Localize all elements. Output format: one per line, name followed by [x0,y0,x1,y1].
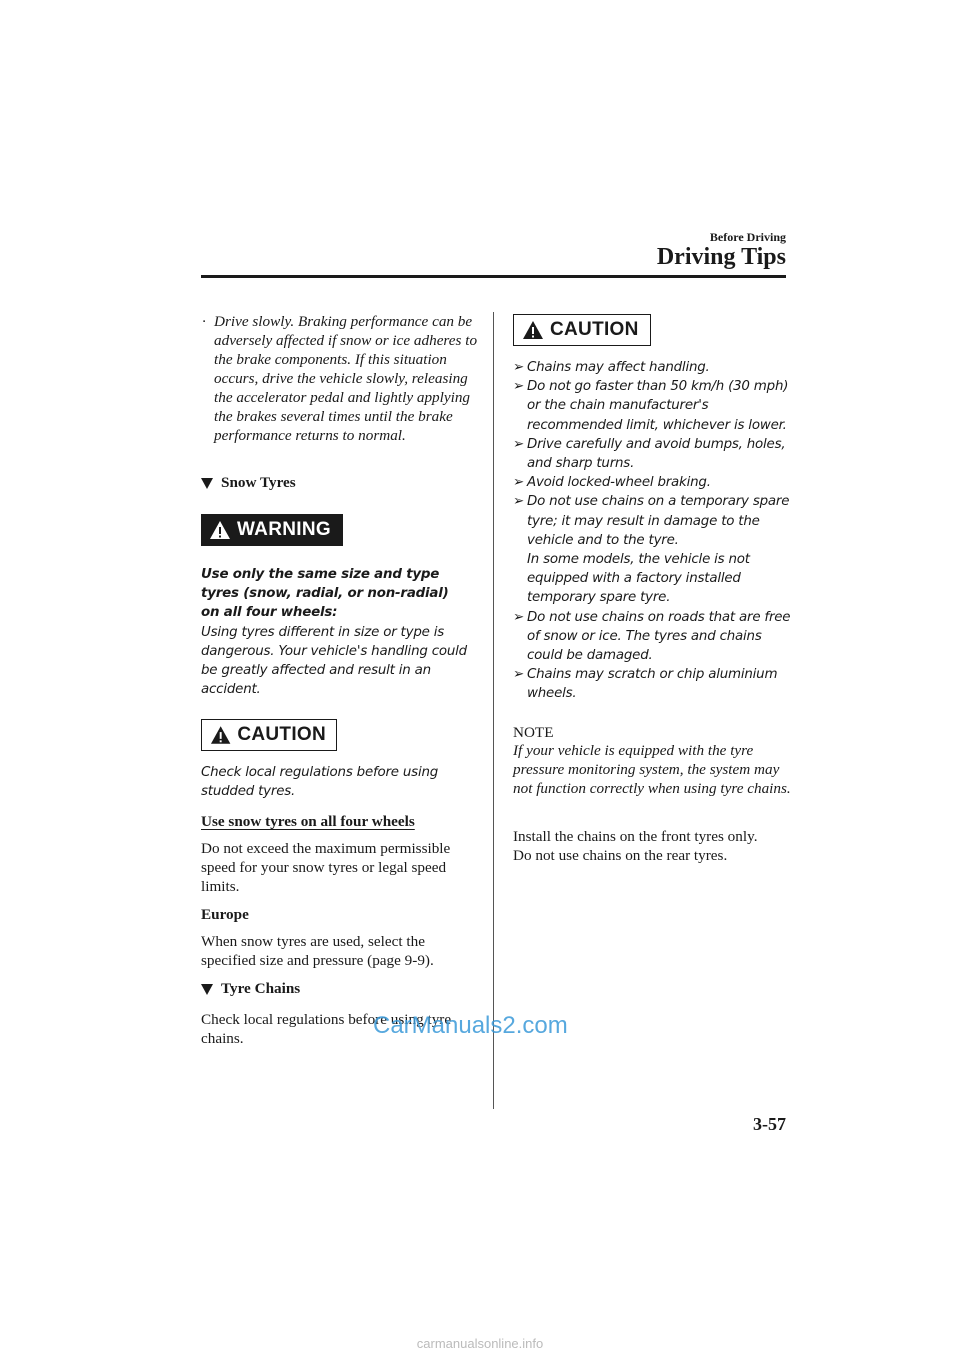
caution-item: ➢ Do not use chains on a temporary spare tyre; it may result in damage to the vehicle and to the tyre. In some models, the vehicle is not equipped with a factory installed temporary spare tyre. [513,492,791,607]
warning-label: WARNING [237,519,331,540]
para-snow-size: When snow tyres are used, select the specified size and pressure (page 9-9). [201,933,434,969]
caution-triangle-icon [522,320,544,340]
warning-triangle-icon [209,520,231,540]
arrow-right-icon: ➢ [513,379,525,395]
arrow-right-icon: ➢ [513,360,525,375]
bullet-dot: · [202,313,206,330]
para-line: Install the chains on the front tyres only. [513,828,758,845]
bullet-drive-slowly [202,312,480,445]
europe-label: Europe [201,906,249,923]
warning-box [201,514,343,546]
caution-item-extra: In some models, the vehicle is not equipped with a factory installed temporary spare tyre. [527,552,750,606]
section-name: Before Driving [709,230,786,244]
para-line: Do not use chains on the rear tyres. [513,847,728,864]
arrow-right-icon: ➢ [513,609,525,625]
column-divider [493,312,494,1109]
page-number: 3-57 [753,1114,786,1134]
watermark: CarManuals2.com [373,1012,568,1039]
caution-triangle-icon [210,725,231,745]
caution-item: ➢ Do not use chains on roads that are free of snow or ice. The tyres and chains could be damaged. [513,609,791,664]
triangle-down-icon [201,478,213,489]
arrow-right-icon: ➢ [513,436,525,452]
caution-label: CAUTION [237,724,326,745]
subheading-four-wheels: Use snow tyres on all four wheels [201,813,415,830]
triangle-down-icon [201,984,213,995]
para-install-chains [513,827,793,865]
para-max-speed: Do not exceed the maximum permissible speed for your snow tyres or legal speed limits. [201,840,451,895]
tyre-chains-heading [201,980,300,998]
caution-item: ➢ Drive carefully and avoid bumps, holes, and sharp turns. [513,436,786,472]
header-rule [201,275,786,278]
caution-text-left: Check local regulations before using studded tyres. [201,765,439,800]
note-text: If your vehicle is equipped with the tyre pressure monitoring system, the system may not function correctly when using tyre chains. [513,742,791,797]
caution-list [513,358,791,704]
chapter-title: Driving Tips [656,244,786,270]
heading-label: Tyre Chains [221,980,301,997]
footer-url: carmanualsonline.info [416,1336,544,1351]
arrow-right-icon: ➢ [513,667,525,683]
caution-item: ➢ Avoid locked-wheel braking. [513,473,791,492]
caution-box-right [513,314,651,346]
arrow-right-icon: ➢ [513,475,525,491]
warning-text: Using tyres different in size or type is dangerous. Your vehicle's handling could be greatly affected and result in an accident. [201,624,467,698]
warning-bold-text: Use only the same size and type tyres (snow, radial, or non-radial) on all four wheels: [201,567,449,621]
arrow-right-icon: ➢ [513,494,525,510]
caution-item: ➢ Chains may scratch or chip aluminium wheels. [513,667,778,702]
caution-item: ➢ Do not go faster than 50 km/h (30 mph) or the chain manufacturer's recommended limit, whichever is lower. [513,379,789,433]
para-check-regulations: Check local regulations before using tyre chains. [201,1011,452,1047]
snow-tyres-heading [201,474,296,492]
caution-label: CAUTION [550,319,639,340]
bullet-text: Drive slowly. Braking performance can be adversely affected if snow or ice adheres to the brake components. If this situation occurs, drive the vehicle slowly, releasing the accelerator pedal and lightly applying the brakes several times until the brake performance returns to normal. [214,313,478,444]
warning-body [201,565,471,699]
caution-box-left [201,719,337,751]
caution-item: ➢ Chains may affect handling. [513,358,791,377]
heading-label: Snow Tyres [221,474,296,491]
note-label: NOTE [513,724,554,741]
